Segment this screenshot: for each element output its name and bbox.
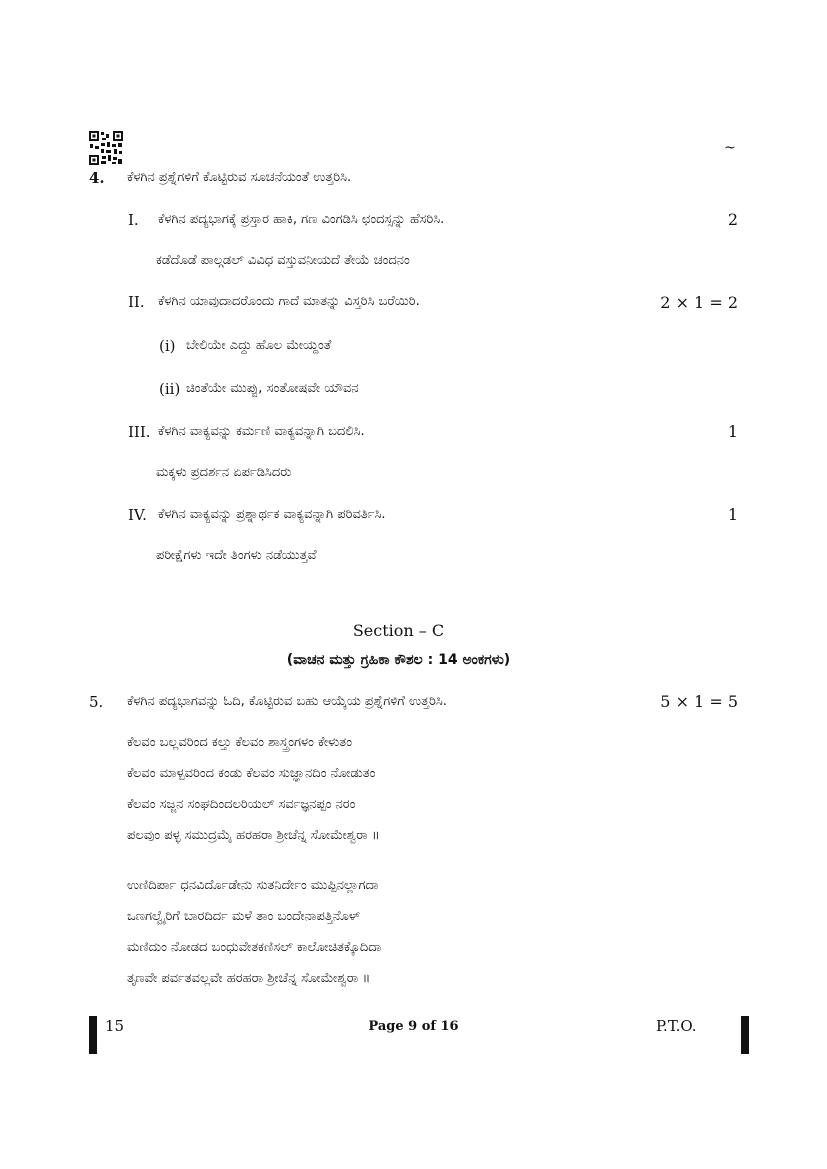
part-iii-sentence: ಮಕ್ಕಳು ಪ್ರದರ್ಶನ ಏರ್ಪಡಿಸಿದರು <box>156 465 292 480</box>
part-ii-sub-ii-text: ಚಿಂತೆಯೇ ಮುಪ್ಪು, ಸಂತೋಷವೇ ಯೌವನ <box>186 381 359 396</box>
section-subtitle: (ವಾಚನ ಮತ್ತು ಗ್ರಹಿಕಾ ಕೌಶಲ : 14 ಅಂಕಗಳು) <box>286 652 511 668</box>
part-i-text: ಕೆಳಗಿನ ಪದ್ಯಭಾಗಕ್ಕೆ ಪ್ರಸ್ತಾರ ಹಾಕಿ, ಗಣ ವಿಂಗಡಿಸಿ ಛಂದಸ್ಸನ್ನು ಹೆಸರಿಸಿ. <box>158 212 445 227</box>
section-title: Section – C <box>352 621 445 640</box>
part-i-verse: ಕಡೆದೊಡೆ ಪಾಲ್ಗಡಲ್ ವಿವಿಧ ವಸ್ತುವನೀಯದೆ ತೇಯೆ ಚಂದನಂ <box>156 253 410 268</box>
part-ii-sub-ii-label: (ii) <box>159 380 181 398</box>
part-iv-text: ಕೆಳಗಿನ ವಾಕ್ಯವನ್ನು ಪ್ರಶ್ನಾರ್ಥಕ ವಾಕ್ಯವನ್ನಾಗಿ ಪರಿವರ್ತಿಸಿ. <box>158 507 386 522</box>
stanza-1-line-3: ಕೆಲವಂ ಸಜ್ಜನ ಸಂಘದಿಂದಲರಿಯಲ್ ಸರ್ವಜ್ಞನಪ್ಪಂ ನರಂ <box>127 797 356 812</box>
stanza-2-line-2: ಒಣಗಲ್ವೈರಿಗೆ ಬಾರದಿರ್ದ ಮಳೆ ತಾಂ ಬಂದೇನಾಪತ್ತಿನೊಳ್ <box>127 909 361 924</box>
qr-code <box>89 131 123 165</box>
part-iv-label: IV. <box>128 506 147 524</box>
part-ii-text: ಕೆಳಗಿನ ಯಾವುದಾದರೊಂದು ಗಾದೆ ಮಾತನ್ನು ವಿಸ್ತರಿಸಿ ಬರೆಯಿರಿ. <box>158 294 420 309</box>
stanza-2-line-4: ತೃಣವೇ ಪರ್ವತವಲ್ಲವೇ ಹರಹರಾ ಶ್ರೀಚೆನ್ನ ಸೋಮೇಶ್ವರಾ ॥ <box>127 971 371 986</box>
part-ii-sub-i-text: ಬೇಲಿಯೇ ಎದ್ದು ಹೊಲ ಮೇಯ್ದಂತೆ <box>186 338 332 353</box>
question-5-number: 5. <box>89 693 104 711</box>
stanza-1-line-2: ಕೆಲವಂ ಮಾಳ್ಪವರಿಂದ ಕಂಡು ಕೆಲವಂ ಸುಜ್ಞಾನದಿಂ ನೋಡುತಂ <box>127 766 376 781</box>
part-iii-marks: 1 <box>727 422 738 441</box>
footer-code: 15 <box>105 1017 125 1035</box>
question-4-instruction: ಕೆಳಗಿನ ಪ್ರಶ್ನೆಗಳಿಗೆ ಕೊಟ್ಟಿರುವ ಸೂಚನೆಯಂತೆ ಉತ್ತರಿಸಿ. <box>127 170 352 185</box>
part-iv-sentence: ಪರೀಕ್ಷೆಗಳು ಇದೇ ತಿಂಗಳು ನಡೆಯುತ್ತವೆ <box>156 548 317 563</box>
stanza-2-line-3: ಮಣಿದುಂ ನೋಡದ ಬಂಧುವೇತಕಣಿಸಲ್ ಕಾಲೋಚಿತಕ್ಕೊದಿದಾ <box>127 940 382 955</box>
question-4-number: 4. <box>89 169 105 187</box>
footer-page-number: Page 9 of 16 <box>368 1019 459 1034</box>
stanza-1-line-4: ಪಲವುಂ ಪಳ್ಳ ಸಮುದ್ರಮೈ ಹರಹರಾ ಶ್ರೀಚೆನ್ನ ಸೋಮೇಶ್ವರಾ ॥ <box>127 828 380 843</box>
tilde-mark: ~ <box>724 140 736 156</box>
stanza-1-line-1: ಕೆಲವಂ ಬಲ್ಲವರಿಂದ ಕಲ್ತು ಕೆಲವಂ ಶಾಸ್ತ್ರಂಗಳಂ ಕೇಳುತಂ <box>127 735 352 750</box>
part-iii-text: ಕೆಳಗಿನ ವಾಕ್ಯವನ್ನು ಕರ್ಮಣಿ ವಾಕ್ಯವನ್ನಾಗಿ ಬದಲಿಸಿ. <box>158 424 365 439</box>
question-5-instruction: ಕೆಳಗಿನ ಪದ್ಯಭಾಗವನ್ನು ಓದಿ, ಕೊಟ್ಟಿರುವ ಬಹು ಆಯ್ಕೆಯ ಪ್ರಶ್ನೆಗಳಿಗೆ ಉತ್ತರಿಸಿ. <box>127 694 447 709</box>
question-5-marks: 5 × 1 = 5 <box>660 692 738 711</box>
part-ii-sub-i-label: (i) <box>159 337 176 355</box>
part-ii-marks: 2 × 1 = 2 <box>660 293 738 312</box>
part-iv-marks: 1 <box>727 505 738 524</box>
part-i-marks: 2 <box>727 210 738 229</box>
stanza-2-line-1: ಉಣಿದಿರ್ಪಾ ಧನವಿರ್ದೊಡೇನು ಸುತನಿರ್ದೇಂ ಮುಪ್ಪಿನಲ್ಲಾಗದಾ <box>127 878 379 893</box>
footer-right-bar <box>741 1016 749 1054</box>
part-i-label: I. <box>128 211 139 229</box>
part-ii-label: II. <box>128 293 145 311</box>
footer-pto: P.T.O. <box>656 1017 697 1035</box>
part-iii-label: III. <box>128 423 151 441</box>
